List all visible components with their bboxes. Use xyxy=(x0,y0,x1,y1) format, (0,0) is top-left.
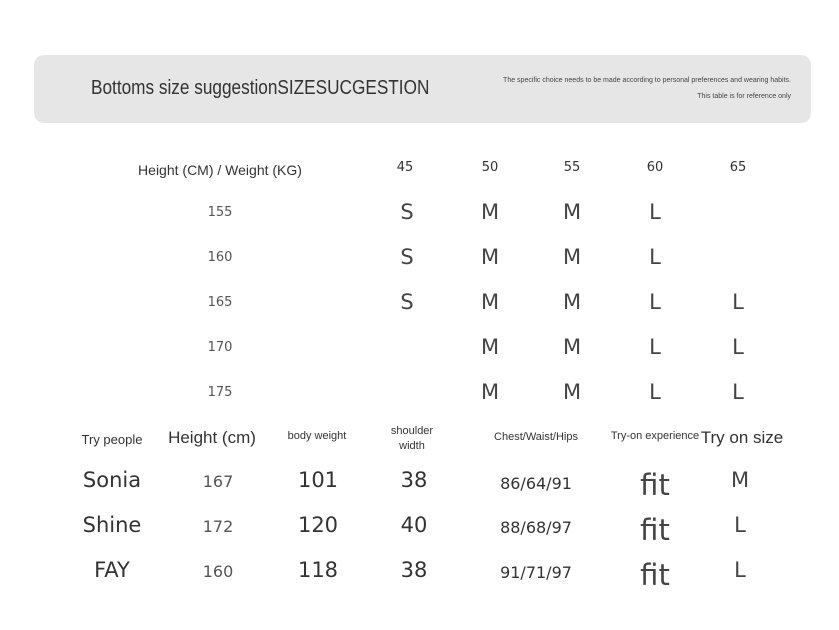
tester-experience: fit xyxy=(640,558,670,592)
tester-weight: 101 xyxy=(297,468,339,492)
size-suggestion-banner xyxy=(34,55,811,123)
tester-weight: 118 xyxy=(297,558,339,582)
height-row-label: 165 xyxy=(207,295,233,310)
tester-height: 167 xyxy=(202,472,234,491)
height-row-label: 160 xyxy=(207,250,233,265)
size-cell: M xyxy=(562,290,582,314)
tester-name: Sonia xyxy=(82,468,142,492)
height-row-label: 155 xyxy=(207,205,233,220)
size-cell: M xyxy=(562,200,582,224)
tester-chest-waist-hips: 88/68/97 xyxy=(500,518,572,537)
size-cell: L xyxy=(649,245,661,269)
tester-size: L xyxy=(734,513,746,537)
height-row-label: 175 xyxy=(207,385,233,400)
tester-height: 160 xyxy=(202,562,234,581)
weight-column-header: 60 xyxy=(646,160,664,175)
tester-shoulder: 38 xyxy=(400,558,428,582)
banner-title: Bottoms size suggestionSIZESUCGESTION xyxy=(91,77,430,99)
size-cell: M xyxy=(480,290,500,314)
size-cell: L xyxy=(732,335,744,359)
height-header: Height (cm) xyxy=(168,428,256,447)
body-weight-header: body weight xyxy=(287,430,347,442)
weight-column-header: 65 xyxy=(729,160,747,175)
height-row-label: 170 xyxy=(207,340,233,355)
size-cell: L xyxy=(649,200,661,224)
tester-shoulder: 40 xyxy=(400,513,428,537)
size-cell: M xyxy=(562,380,582,404)
size-cell: L xyxy=(649,335,661,359)
tester-size: L xyxy=(734,558,746,582)
weight-column-header: 45 xyxy=(396,160,414,175)
try-on-experience-header: Try-on experience xyxy=(610,430,700,442)
weight-column-header: 55 xyxy=(563,160,581,175)
weight-column-header: 50 xyxy=(481,160,499,175)
banner-note-preferences: The specific choice needs to be made according to personal preferences and wearing habits. xyxy=(503,77,791,84)
size-cell: L xyxy=(649,380,661,404)
tester-chest-waist-hips: 91/71/97 xyxy=(500,563,572,582)
tester-name: FAY xyxy=(94,558,130,582)
size-cell: L xyxy=(732,290,744,314)
tester-weight: 120 xyxy=(297,513,339,537)
size-cell: L xyxy=(649,290,661,314)
tester-shoulder: 38 xyxy=(400,468,428,492)
size-cell: M xyxy=(562,335,582,359)
banner-note-reference: This table is for reference only xyxy=(697,93,791,100)
size-cell: M xyxy=(480,200,500,224)
size-cell: S xyxy=(400,245,414,269)
size-cell: S xyxy=(400,290,414,314)
tester-name: Shine xyxy=(82,513,142,537)
size-cell: L xyxy=(732,380,744,404)
tester-experience: fit xyxy=(640,468,670,502)
tester-experience: fit xyxy=(640,513,670,547)
chest-waist-hips-header: Chest/Waist/Hips xyxy=(494,431,578,443)
tester-chest-waist-hips: 86/64/91 xyxy=(500,474,572,493)
try-on-size-header: Try on size xyxy=(700,428,784,447)
size-cell: M xyxy=(480,380,500,404)
tester-height: 172 xyxy=(202,517,234,536)
try-people-header: Try people xyxy=(81,432,143,447)
size-cell: S xyxy=(400,200,414,224)
tester-size: M xyxy=(730,468,750,492)
size-cell: M xyxy=(562,245,582,269)
size-cell: M xyxy=(480,335,500,359)
size-cell: M xyxy=(480,245,500,269)
size-chart-corner-label: Height (CM) / Weight (KG) xyxy=(138,162,302,178)
shoulder-width-header: shoulder width xyxy=(390,425,434,452)
